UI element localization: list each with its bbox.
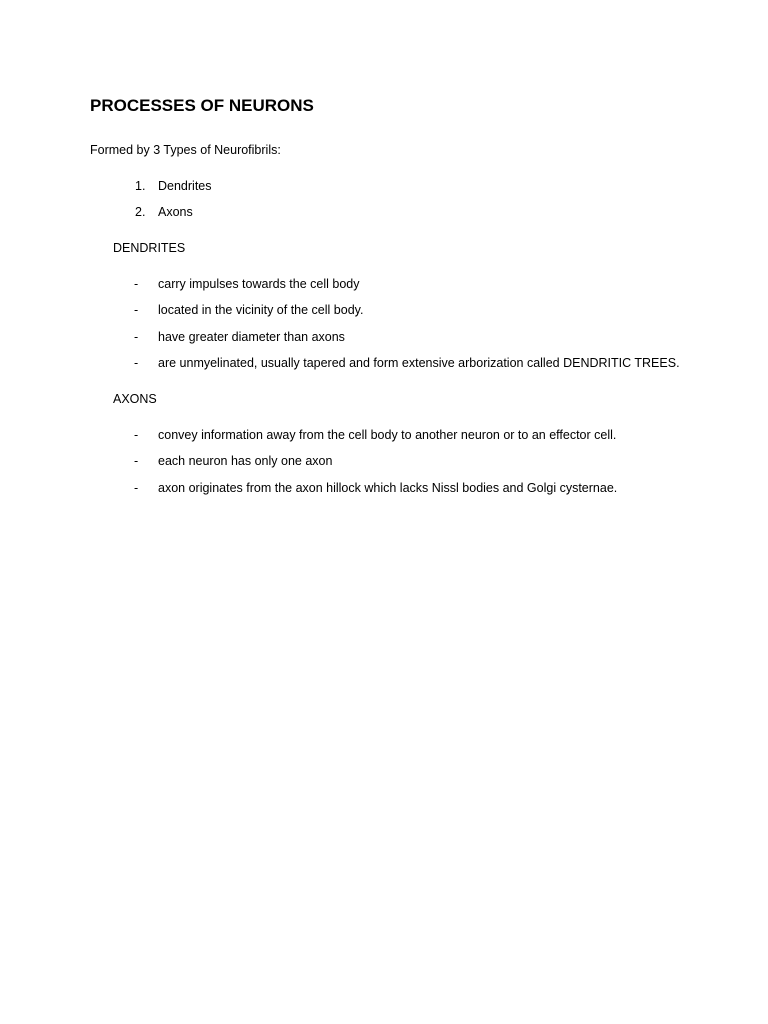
list-item-axons: Axons xyxy=(158,205,193,219)
page-title: PROCESSES OF NEURONS xyxy=(90,96,314,115)
bullet-item: are unmyelinated, usually tapered and form extensive arborization called DENDRITIC TREES. xyxy=(158,356,680,370)
bullet-item: carry impulses towards the cell body xyxy=(158,277,360,291)
bullet-dash: - xyxy=(134,277,139,291)
bullet-dash: - xyxy=(134,330,139,344)
bullet-dash: - xyxy=(134,428,139,442)
list-number: 1. xyxy=(135,179,146,193)
bullet-dash: - xyxy=(134,454,139,468)
bullet-dash: - xyxy=(134,481,139,495)
bullet-item: located in the vicinity of the cell body. xyxy=(158,303,364,317)
bullet-dash: - xyxy=(134,356,139,370)
section-heading-axons: AXONS xyxy=(113,392,157,406)
bullet-item: convey information away from the cell body to another neuron or to an effector cell. xyxy=(158,428,617,442)
list-item-dendrites: Dendrites xyxy=(158,179,212,193)
list-number: 2. xyxy=(135,205,146,219)
intro-paragraph: Formed by 3 Types of Neurofibrils: xyxy=(90,143,281,157)
section-heading-dendrites: DENDRITES xyxy=(113,241,186,255)
bullet-item: axon originates from the axon hillock which lacks Nissl bodies and Golgi cysternae. xyxy=(158,481,618,495)
bullet-dash: - xyxy=(134,303,139,317)
bullet-item: each neuron has only one axon xyxy=(158,454,333,468)
bullet-item: have greater diameter than axons xyxy=(158,330,345,344)
